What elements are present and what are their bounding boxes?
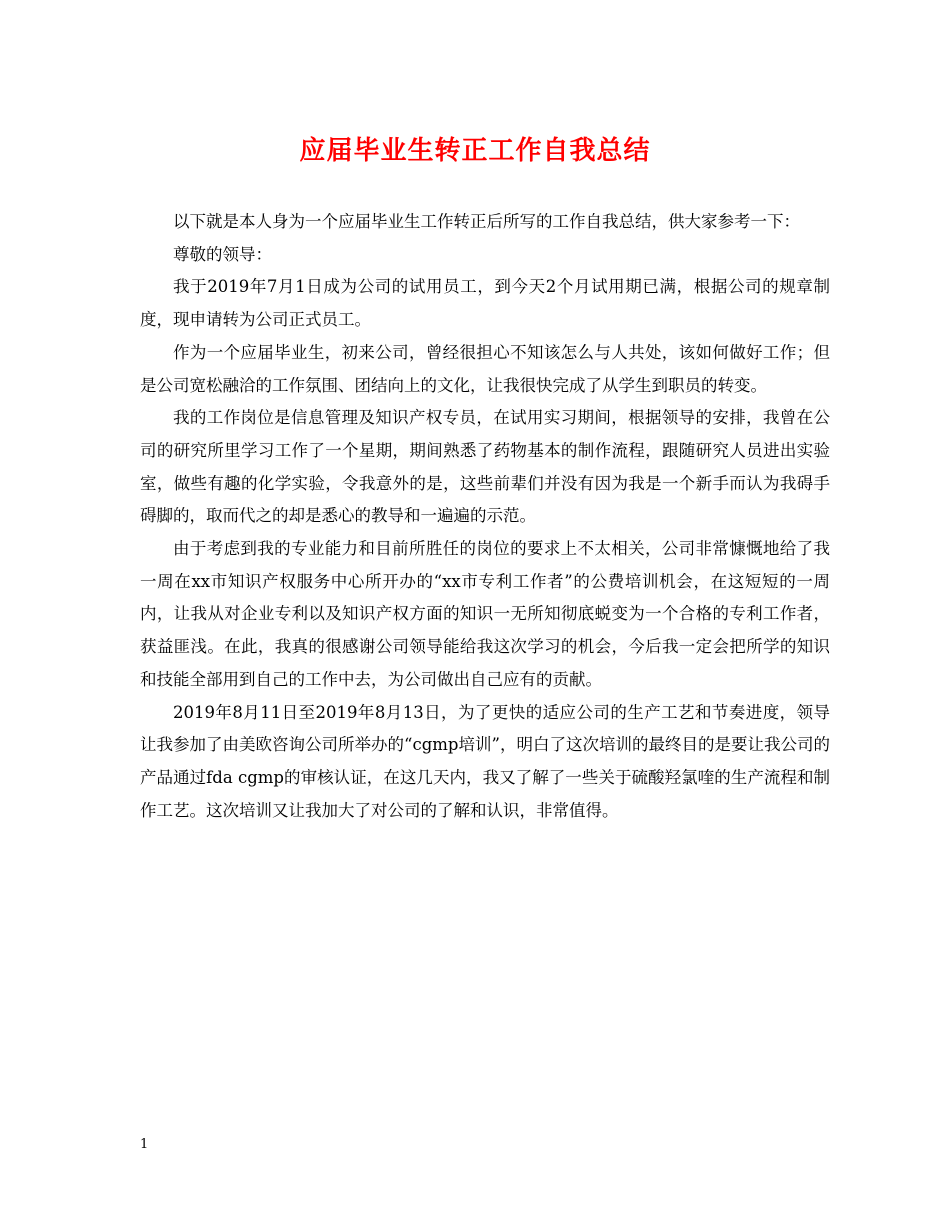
paragraph-intro: 以下就是本人身为一个应届毕业生工作转正后所写的工作自我总结，供大家参考一下： — [173, 212, 800, 231]
paragraph-training-cgmp: 2019年8月11日至2019年8月13日，为了更快的适应公司的生产工艺和节奏进度，领导让我参加了由美欧咨询公司所举办的“cgmp培训”，明白了这次培训的最终目的是要让我公司的产品通过fda cgmp的审核认证，在这几天内，我又了解了一些关于硫酸羟氯喹的生产流程和制作工艺。这次培训又让我加大了对公司的了解和认识，非常值得。 — [140, 702, 830, 820]
page-number: 1 — [140, 1137, 149, 1152]
paragraph-position: 我的工作岗位是信息管理及知识产权专员，在试用实习期间，根据领导的安排，我曾在公司的研究所里学习工作了一个星期，期间熟悉了药物基本的制作流程，跟随研究人员进出实验室，做些有趣的化学实验，令我意外的是，这些前辈们并没有因为我是一个新手而认为我碍手碍脚的，取而代之的却是悉心的教导和一遍遍的示范。 — [140, 408, 830, 526]
paragraph-training-patent: 由于考虑到我的专业能力和目前所胜任的岗位的要求上不太相关，公司非常慷慨地给了我一周在xx市知识产权服务中心所开办的“xx市专利工作者”的公费培训机会，在这短短的一周内，让我从对企业专利以及知识产权方面的知识一无所知彻底蜕变为一个合格的专利工作者，获益匪浅。在此，我真的很感谢公司领导能给我这次学习的机会，今后我一定会把所学的知识和技能全部用到自己的工作中去，为公司做出自己应有的贡献。 — [140, 539, 830, 689]
document-title: 应届毕业生转正工作自我总结 — [299, 136, 651, 166]
paragraph-salutation: 尊敬的领导： — [173, 244, 272, 264]
paragraph-application: 我于2019年7月1日成为公司的试用员工，到今天2个月试用期已满，根据公司的规章制度，现申请转为公司正式员工。 — [140, 277, 830, 330]
paragraph-adaptation: 作为一个应届毕业生，初来公司，曾经很担心不知该怎么与人共处，该如何做好工作；但是公司宽松融洽的工作氛围、团结向上的文化，让我很快完成了从学生到职员的转变。 — [140, 342, 830, 395]
document-body — [140, 206, 830, 827]
